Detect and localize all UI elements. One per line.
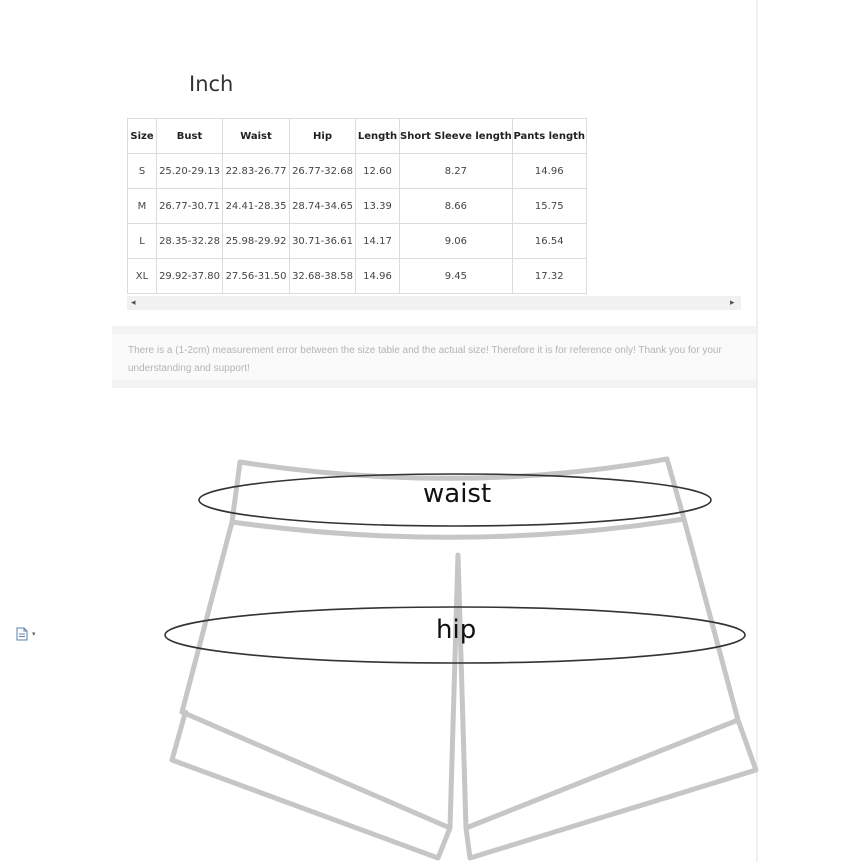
table-cell: 22.83-26.77	[223, 154, 290, 189]
table-cell: 17.32	[512, 259, 586, 294]
table-cell: 25.98-29.92	[223, 224, 290, 259]
table-cell: 24.41-28.35	[223, 189, 290, 224]
column-header: Length	[356, 119, 400, 154]
size-table	[127, 118, 587, 294]
right-cuff-outline	[466, 720, 756, 858]
table-cell: 26.77-30.71	[157, 189, 223, 224]
column-header: Short Sleeve length	[400, 119, 513, 154]
column-header: Waist	[223, 119, 290, 154]
column-header: Bust	[157, 119, 223, 154]
table-row	[128, 189, 587, 224]
table-cell: S	[128, 154, 157, 189]
table-cell: 8.27	[400, 154, 513, 189]
horizontal-scrollbar[interactable]	[127, 296, 741, 310]
table-cell: L	[128, 224, 157, 259]
table-cell: 26.77-32.68	[290, 154, 356, 189]
table-cell: 32.68-38.58	[290, 259, 356, 294]
table-row	[128, 224, 587, 259]
table-cell: 28.35-32.28	[157, 224, 223, 259]
table-cell: XL	[128, 259, 157, 294]
table-cell: 14.96	[356, 259, 400, 294]
table-cell: 9.06	[400, 224, 513, 259]
table-cell: M	[128, 189, 157, 224]
table-cell: 8.66	[400, 189, 513, 224]
shorts-diagram	[0, 400, 849, 862]
table-cell: 27.56-31.50	[223, 259, 290, 294]
table-cell: 28.74-34.65	[290, 189, 356, 224]
table-cell: 15.75	[512, 189, 586, 224]
table-cell: 13.39	[356, 189, 400, 224]
table-cell: 30.71-36.61	[290, 224, 356, 259]
column-header: Hip	[290, 119, 356, 154]
scroll-right-arrow-icon[interactable]: ▸	[730, 297, 735, 307]
table-cell: 14.96	[512, 154, 586, 189]
table-cell: 25.20-29.13	[157, 154, 223, 189]
measurement-note: There is a (1-2cm) measurement error between the size table and the actual size! Therefore it is for reference only! Thank you for your understanding and support!	[128, 345, 722, 374]
table-cell: 14.17	[356, 224, 400, 259]
table-row	[128, 259, 587, 294]
table-cell: 9.45	[400, 259, 513, 294]
table-header-row	[128, 119, 587, 154]
scroll-left-arrow-icon[interactable]: ◂	[131, 297, 136, 307]
waist-label: waist	[423, 479, 492, 509]
table-cell: 29.92-37.80	[157, 259, 223, 294]
table-cell: 16.54	[512, 224, 586, 259]
chevron-down-icon[interactable]: ▾	[32, 631, 36, 638]
hip-label: hip	[436, 615, 477, 645]
left-cuff-outline	[172, 710, 450, 858]
table-cell: 12.60	[356, 154, 400, 189]
unit-title: Inch	[189, 72, 234, 96]
column-header: Size	[128, 119, 157, 154]
shorts-body-outline	[182, 519, 738, 828]
column-header: Pants length	[512, 119, 586, 154]
table-row	[128, 154, 587, 189]
